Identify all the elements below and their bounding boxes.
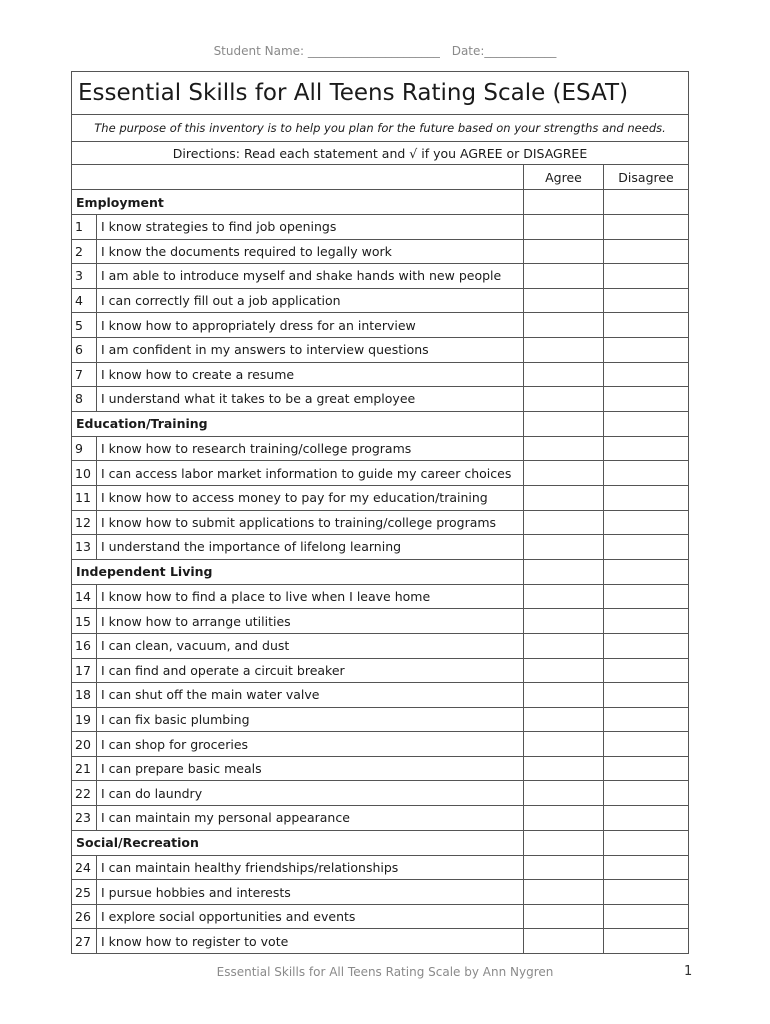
statement-number: 11 xyxy=(72,485,97,510)
statement-row xyxy=(72,658,689,683)
disagree-column-header: Disagree xyxy=(604,165,689,190)
agree-checkbox-cell[interactable] xyxy=(524,732,604,757)
section-header-row xyxy=(72,830,689,855)
agree-checkbox-cell[interactable] xyxy=(524,658,604,683)
statement-row xyxy=(72,535,689,560)
statement-row xyxy=(72,362,689,387)
agree-checkbox-cell[interactable] xyxy=(524,239,604,264)
disagree-checkbox-cell[interactable] xyxy=(604,436,689,461)
statement-text: I know how to access money to pay for my education/training xyxy=(97,485,524,510)
statement-text: I know how to arrange utilities xyxy=(97,609,524,634)
statement-row xyxy=(72,461,689,486)
disagree-checkbox-cell[interactable] xyxy=(604,387,689,412)
statement-text: I can shop for groceries xyxy=(97,732,524,757)
agree-checkbox-cell[interactable] xyxy=(524,609,604,634)
disagree-checkbox-cell[interactable] xyxy=(604,855,689,880)
blank-header-cell xyxy=(72,165,524,190)
statement-text: I know how to create a resume xyxy=(97,362,524,387)
section-header-row xyxy=(72,411,689,436)
statement-number: 19 xyxy=(72,707,97,732)
statement-row xyxy=(72,239,689,264)
statement-row xyxy=(72,756,689,781)
statement-row xyxy=(72,288,689,313)
disagree-checkbox-cell[interactable] xyxy=(604,239,689,264)
statement-text: I can prepare basic meals xyxy=(97,756,524,781)
disagree-checkbox-cell[interactable] xyxy=(604,683,689,708)
statement-number: 17 xyxy=(72,658,97,683)
section-title: Independent Living xyxy=(72,559,524,584)
statement-number: 7 xyxy=(72,362,97,387)
agree-checkbox-cell[interactable] xyxy=(524,683,604,708)
section-disagree-cell xyxy=(604,411,689,436)
statement-number: 10 xyxy=(72,461,97,486)
disagree-checkbox-cell[interactable] xyxy=(604,781,689,806)
agree-checkbox-cell[interactable] xyxy=(524,313,604,338)
disagree-checkbox-cell[interactable] xyxy=(604,264,689,289)
statement-number: 5 xyxy=(72,313,97,338)
statement-row xyxy=(72,683,689,708)
agree-checkbox-cell[interactable] xyxy=(524,806,604,831)
statement-number: 27 xyxy=(72,929,97,954)
disagree-checkbox-cell[interactable] xyxy=(604,362,689,387)
agree-checkbox-cell[interactable] xyxy=(524,485,604,510)
statement-number: 20 xyxy=(72,732,97,757)
agree-column-header: Agree xyxy=(524,165,604,190)
disagree-checkbox-cell[interactable] xyxy=(604,929,689,954)
directions-text: Directions: Read each statement and √ if you AGREE or DISAGREE xyxy=(72,142,689,165)
agree-checkbox-cell[interactable] xyxy=(524,633,604,658)
disagree-checkbox-cell[interactable] xyxy=(604,658,689,683)
statement-number: 23 xyxy=(72,806,97,831)
disagree-checkbox-cell[interactable] xyxy=(604,633,689,658)
agree-checkbox-cell[interactable] xyxy=(524,707,604,732)
statement-number: 18 xyxy=(72,683,97,708)
esat-rating-table xyxy=(71,71,689,954)
statement-row xyxy=(72,707,689,732)
statement-text: I explore social opportunities and events xyxy=(97,904,524,929)
statement-row xyxy=(72,929,689,954)
statement-text: I can access labor market information to guide my career choices xyxy=(97,461,524,486)
agree-checkbox-cell[interactable] xyxy=(524,264,604,289)
statement-row xyxy=(72,633,689,658)
statement-text: I know how to find a place to live when I leave home xyxy=(97,584,524,609)
disagree-checkbox-cell[interactable] xyxy=(604,215,689,240)
agree-checkbox-cell[interactable] xyxy=(524,904,604,929)
agree-checkbox-cell[interactable] xyxy=(524,510,604,535)
agree-checkbox-cell[interactable] xyxy=(524,756,604,781)
statement-row xyxy=(72,337,689,362)
disagree-checkbox-cell[interactable] xyxy=(604,485,689,510)
statement-number: 25 xyxy=(72,880,97,905)
section-agree-cell xyxy=(524,411,604,436)
agree-checkbox-cell[interactable] xyxy=(524,880,604,905)
statement-row xyxy=(72,485,689,510)
statement-number: 12 xyxy=(72,510,97,535)
statement-number: 3 xyxy=(72,264,97,289)
statement-number: 26 xyxy=(72,904,97,929)
section-agree-cell xyxy=(524,830,604,855)
column-header-row xyxy=(72,165,689,190)
statement-row xyxy=(72,781,689,806)
statement-text: I can do laundry xyxy=(97,781,524,806)
disagree-checkbox-cell[interactable] xyxy=(604,806,689,831)
statement-number: 21 xyxy=(72,756,97,781)
statement-row xyxy=(72,584,689,609)
statement-text: I can maintain healthy friendships/relationships xyxy=(97,855,524,880)
disagree-checkbox-cell[interactable] xyxy=(604,609,689,634)
statement-text: I can clean, vacuum, and dust xyxy=(97,633,524,658)
statement-row xyxy=(72,215,689,240)
disagree-checkbox-cell[interactable] xyxy=(604,732,689,757)
statement-row xyxy=(72,806,689,831)
statement-row xyxy=(72,855,689,880)
footer-credit: Essential Skills for All Teens Rating Scale by Ann Nygren xyxy=(216,965,554,979)
statement-number: 1 xyxy=(72,215,97,240)
disagree-checkbox-cell[interactable] xyxy=(604,313,689,338)
statement-row xyxy=(72,313,689,338)
disagree-checkbox-cell[interactable] xyxy=(604,756,689,781)
agree-checkbox-cell[interactable] xyxy=(524,288,604,313)
section-agree-cell xyxy=(524,559,604,584)
disagree-checkbox-cell[interactable] xyxy=(604,337,689,362)
disagree-checkbox-cell[interactable] xyxy=(604,461,689,486)
statement-number: 13 xyxy=(72,535,97,560)
statement-text: I am confident in my answers to interview questions xyxy=(97,337,524,362)
statement-number: 4 xyxy=(72,288,97,313)
agree-checkbox-cell[interactable] xyxy=(524,215,604,240)
statement-text: I understand the importance of lifelong learning xyxy=(97,535,524,560)
section-disagree-cell xyxy=(604,190,689,215)
statement-row xyxy=(72,436,689,461)
statement-text: I pursue hobbies and interests xyxy=(97,880,524,905)
statement-number: 14 xyxy=(72,584,97,609)
page-title: Essential Skills for All Teens Rating Scale (ESAT) xyxy=(72,72,689,115)
statement-row xyxy=(72,904,689,929)
statement-number: 2 xyxy=(72,239,97,264)
statement-text: I know how to submit applications to training/college programs xyxy=(97,510,524,535)
section-disagree-cell xyxy=(604,830,689,855)
statement-text: I know the documents required to legally work xyxy=(97,239,524,264)
page-number: 1 xyxy=(684,964,693,979)
statement-row xyxy=(72,880,689,905)
agree-checkbox-cell[interactable] xyxy=(524,461,604,486)
statement-text: I can find and operate a circuit breaker xyxy=(97,658,524,683)
disagree-checkbox-cell[interactable] xyxy=(604,904,689,929)
statement-text: I understand what it takes to be a great employee xyxy=(97,387,524,412)
agree-checkbox-cell[interactable] xyxy=(524,436,604,461)
disagree-checkbox-cell[interactable] xyxy=(604,880,689,905)
agree-checkbox-cell[interactable] xyxy=(524,362,604,387)
section-title: Employment xyxy=(72,190,524,215)
statement-text: I can correctly fill out a job application xyxy=(97,288,524,313)
statement-number: 9 xyxy=(72,436,97,461)
section-agree-cell xyxy=(524,190,604,215)
statement-text: I know how to research training/college programs xyxy=(97,436,524,461)
statement-number: 16 xyxy=(72,633,97,658)
agree-checkbox-cell[interactable] xyxy=(524,337,604,362)
statement-text: I know how to register to vote xyxy=(97,929,524,954)
agree-checkbox-cell[interactable] xyxy=(524,584,604,609)
disagree-checkbox-cell[interactable] xyxy=(604,535,689,560)
section-header-row xyxy=(72,190,689,215)
disagree-checkbox-cell[interactable] xyxy=(604,510,689,535)
disagree-checkbox-cell[interactable] xyxy=(604,584,689,609)
agree-checkbox-cell[interactable] xyxy=(524,387,604,412)
statement-number: 8 xyxy=(72,387,97,412)
statement-row xyxy=(72,732,689,757)
statement-text: I know strategies to find job openings xyxy=(97,215,524,240)
statement-text: I can fix basic plumbing xyxy=(97,707,524,732)
statement-text: I know how to appropriately dress for an interview xyxy=(97,313,524,338)
agree-checkbox-cell[interactable] xyxy=(524,929,604,954)
agree-checkbox-cell[interactable] xyxy=(524,855,604,880)
disagree-checkbox-cell[interactable] xyxy=(604,707,689,732)
student-name-field[interactable]: Student Name: ______________________ xyxy=(213,44,440,58)
agree-checkbox-cell[interactable] xyxy=(524,781,604,806)
statement-row xyxy=(72,387,689,412)
statement-row xyxy=(72,264,689,289)
section-title: Education/Training xyxy=(72,411,524,436)
statement-number: 24 xyxy=(72,855,97,880)
disagree-checkbox-cell[interactable] xyxy=(604,288,689,313)
section-disagree-cell xyxy=(604,559,689,584)
statement-number: 6 xyxy=(72,337,97,362)
date-field[interactable]: Date:____________ xyxy=(451,44,557,58)
purpose-statement: The purpose of this inventory is to help you plan for the future based on your strengths and needs. xyxy=(72,115,689,142)
statement-row xyxy=(72,609,689,634)
statement-text: I can shut off the main water valve xyxy=(97,683,524,708)
statement-text: I can maintain my personal appearance xyxy=(97,806,524,831)
section-header-row xyxy=(72,559,689,584)
statement-number: 15 xyxy=(72,609,97,634)
student-info-line xyxy=(0,44,770,58)
statement-number: 22 xyxy=(72,781,97,806)
section-title: Social/Recreation xyxy=(72,830,524,855)
agree-checkbox-cell[interactable] xyxy=(524,535,604,560)
statement-row xyxy=(72,510,689,535)
statement-text: I am able to introduce myself and shake hands with new people xyxy=(97,264,524,289)
